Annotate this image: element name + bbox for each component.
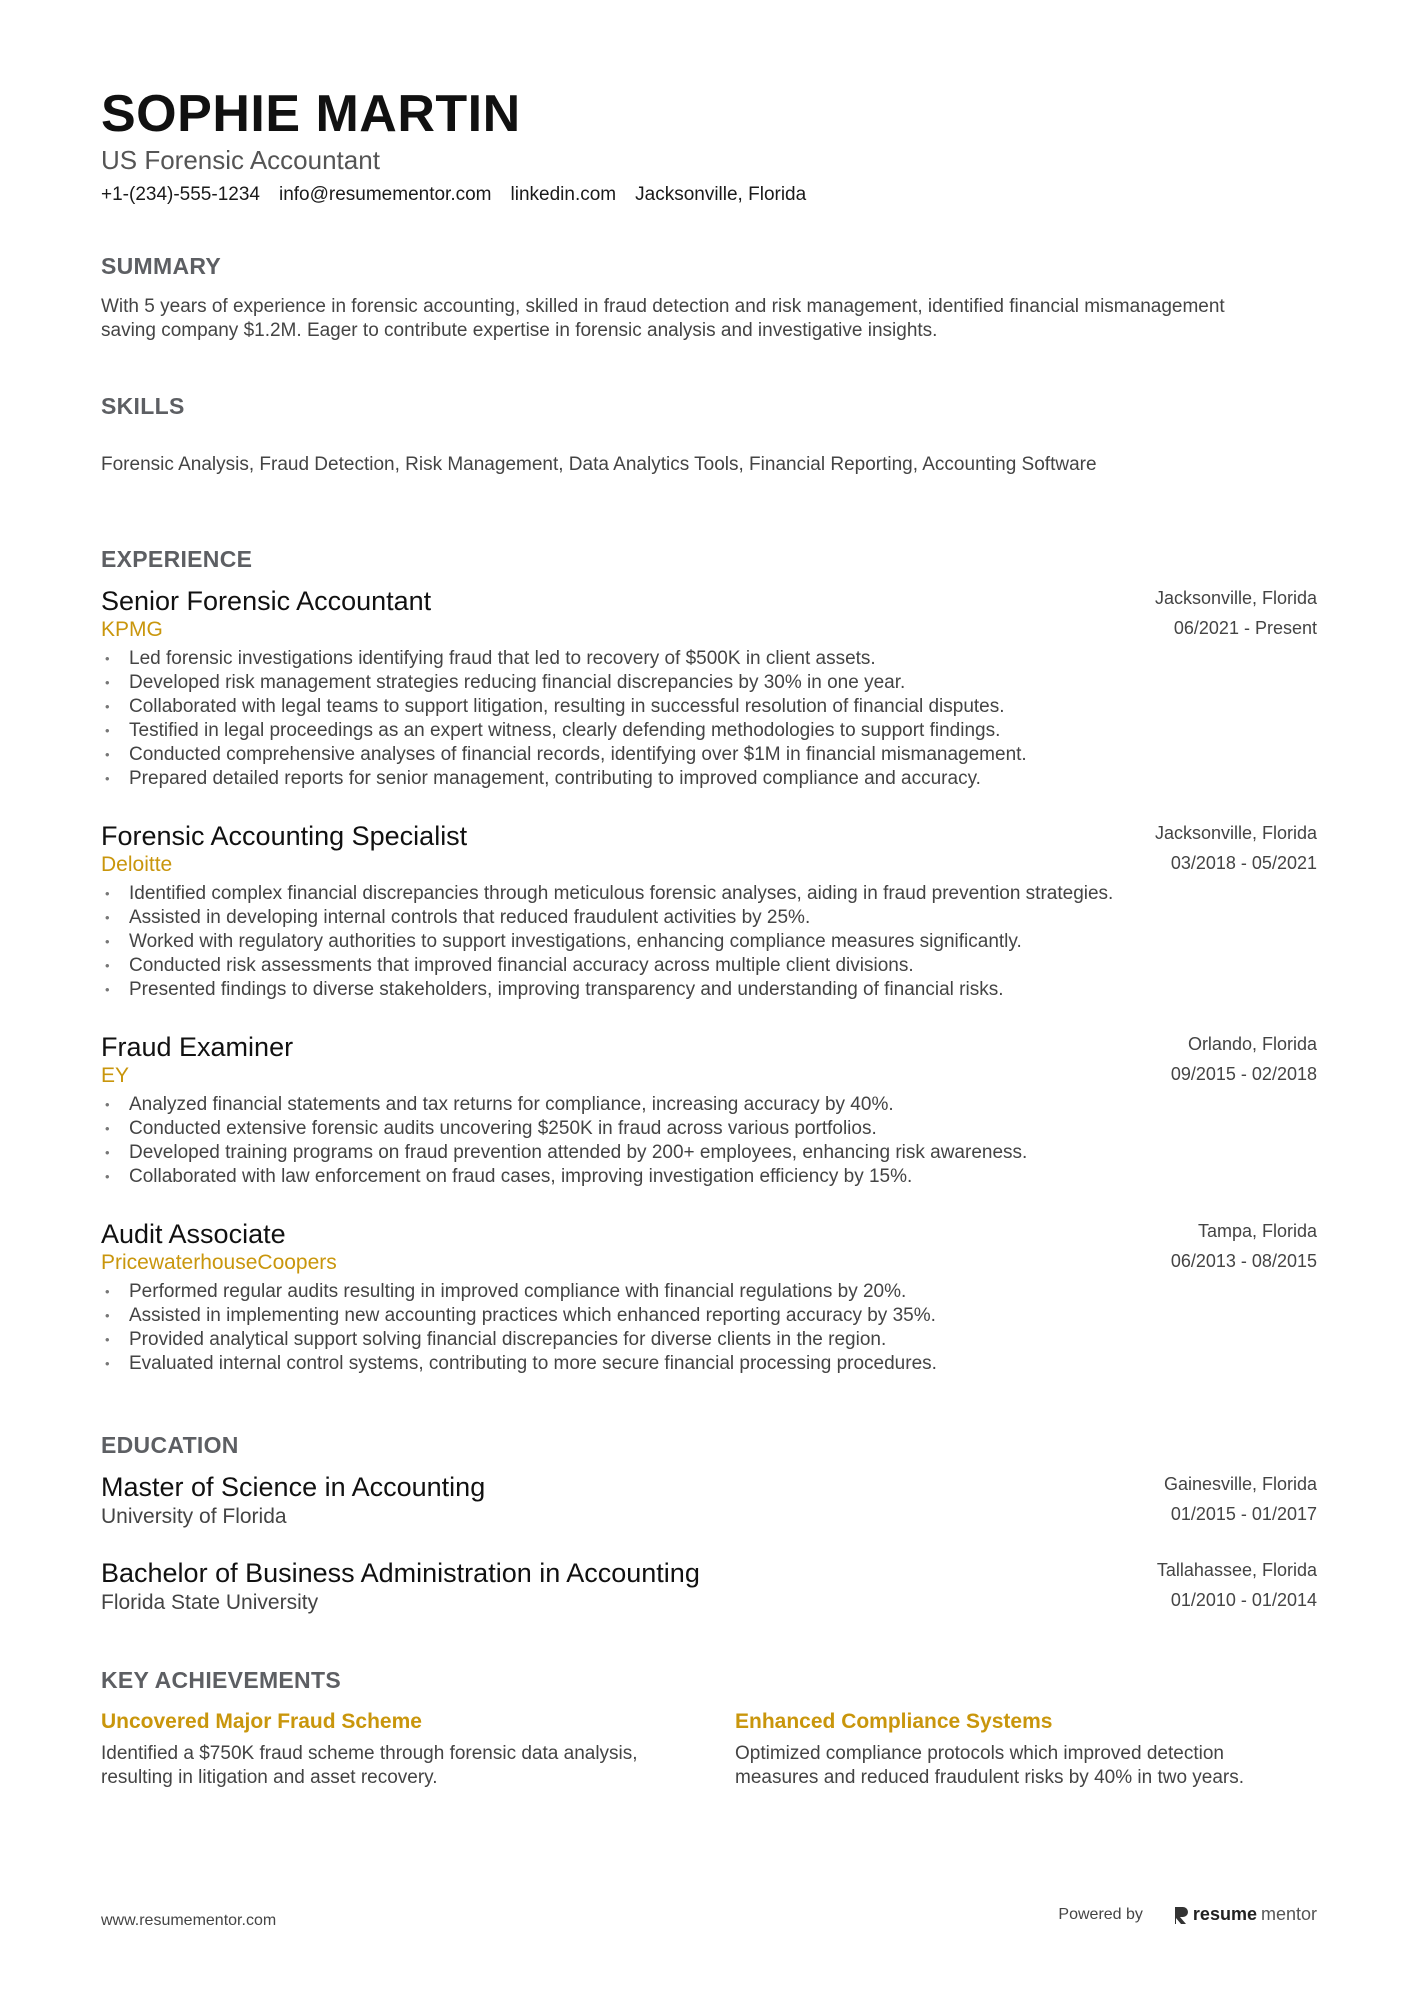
job-entry bbox=[101, 584, 1317, 791]
bullet-item: • Collaborated with legal teams to support litigation, resulting in successful resolution of financial disputes. bbox=[101, 695, 1317, 719]
skills-text: Forensic Analysis, Fraud Detection, Risk Management, Data Analytics Tools, Financial Reporting, Accounting Software bbox=[101, 454, 1097, 475]
achievement-desc: Identified a $750K fraud scheme through forensic data analysis, resulting in litigation and asset recovery. bbox=[101, 1743, 638, 1788]
brand-text-light: mentor bbox=[1260, 1904, 1317, 1924]
bullet-item: • Assisted in developing internal controls that reduced fraudulent activities by 25%. bbox=[101, 906, 1317, 930]
job-bullets bbox=[101, 1280, 1317, 1376]
edu-school: University of Florida bbox=[101, 1505, 287, 1528]
education-heading: EDUCATION bbox=[101, 1432, 239, 1458]
contact-line bbox=[101, 184, 806, 206]
job-entry bbox=[101, 1030, 1317, 1189]
achievement-title: Enhanced Compliance Systems bbox=[735, 1710, 1053, 1733]
achievement-title: Uncovered Major Fraud Scheme bbox=[101, 1710, 422, 1733]
job-location: Jacksonville, Florida bbox=[1154, 823, 1317, 843]
bullet-item: • Assisted in implementing new accounting practices which enhanced reporting accuracy by 35%. bbox=[101, 1304, 1317, 1328]
summary-text: With 5 years of experience in forensic accounting, skilled in fraud detection and risk management, identified financial mismanagement saving company $1.2M. Eager to contribute expertise in forensic analysis and investigative insights. bbox=[101, 296, 1225, 341]
job-location: Jacksonville, Florida bbox=[1154, 588, 1317, 608]
resumementor-logo[interactable] bbox=[1173, 1904, 1317, 1925]
experience-heading: EXPERIENCE bbox=[101, 546, 253, 572]
contact-linkedin: linkedin.com bbox=[510, 184, 617, 205]
bullet-item: • Developed risk management strategies reducing financial discrepancies by 30% in one year. bbox=[101, 671, 1317, 695]
job-dates: 06/2021 - Present bbox=[1173, 618, 1317, 638]
education-entry bbox=[101, 1556, 1317, 1616]
job-location: Orlando, Florida bbox=[1187, 1034, 1317, 1054]
powered-by-label: Powered by bbox=[1058, 1905, 1143, 1923]
bullet-item: • Worked with regulatory authorities to support investigations, enhancing compliance measures significantly. bbox=[101, 930, 1317, 954]
bullet-item: • Performed regular audits resulting in improved compliance with financial regulations by 20%. bbox=[101, 1280, 1317, 1304]
edu-school: Florida State University bbox=[101, 1591, 319, 1614]
bullet-item: • Provided analytical support solving financial discrepancies for diverse clients in the region. bbox=[101, 1328, 1317, 1352]
edu-dates: 01/2015 - 01/2017 bbox=[1170, 1504, 1317, 1524]
bullet-item: • Conducted risk assessments that improved financial accuracy across multiple client divisions. bbox=[101, 954, 1317, 978]
job-title: Audit Associate bbox=[101, 1219, 286, 1249]
bullet-item: • Conducted extensive forensic audits uncovering $250K in fraud across various portfolios. bbox=[101, 1117, 1317, 1141]
bullet-item: • Evaluated internal control systems, contributing to more secure financial processing procedures. bbox=[101, 1352, 1317, 1376]
edu-dates: 01/2010 - 01/2014 bbox=[1170, 1590, 1317, 1610]
job-company: EY bbox=[101, 1064, 130, 1087]
bullet-item: • Conducted comprehensive analyses of financial records, identifying over $1M in financial mismanagement. bbox=[101, 743, 1317, 767]
achievement-item bbox=[735, 1708, 1295, 1790]
bullet-item: • Identified complex financial discrepancies through meticulous forensic analyses, aiding in fraud prevention strategies. bbox=[101, 882, 1317, 906]
job-dates: 09/2015 - 02/2018 bbox=[1170, 1064, 1317, 1084]
achievement-desc: Optimized compliance protocols which improved detection measures and reduced fraudulent risks by 40% in two years. bbox=[735, 1743, 1245, 1788]
brand-text-bold: resume bbox=[1192, 1904, 1257, 1924]
job-title: Fraud Examiner bbox=[101, 1032, 294, 1062]
education-entry bbox=[101, 1470, 1317, 1530]
job-entry bbox=[101, 1217, 1317, 1376]
footer-website[interactable]: www.resumementor.com bbox=[101, 1912, 277, 1929]
job-title: Forensic Accounting Specialist bbox=[101, 821, 468, 851]
achievements-heading: KEY ACHIEVEMENTS bbox=[101, 1667, 341, 1693]
bullet-item: • Testified in legal proceedings as an expert witness, clearly defending methodologies to support findings. bbox=[101, 719, 1317, 743]
edu-degree: Bachelor of Business Administration in Accounting bbox=[101, 1558, 700, 1588]
edu-location: Tallahassee, Florida bbox=[1156, 1560, 1317, 1580]
edu-degree: Master of Science in Accounting bbox=[101, 1472, 486, 1502]
job-location: Tampa, Florida bbox=[1197, 1221, 1317, 1241]
candidate-name: SOPHIE MARTIN bbox=[101, 85, 521, 143]
bullet-item: • Presented findings to diverse stakeholders, improving transparency and understanding of financial risks. bbox=[101, 978, 1317, 1002]
contact-location: Jacksonville, Florida bbox=[635, 184, 807, 205]
job-dates: 03/2018 - 05/2021 bbox=[1170, 853, 1317, 873]
resumementor-logo-icon bbox=[1173, 1905, 1189, 1925]
summary-heading: SUMMARY bbox=[101, 253, 222, 279]
skills-heading: SKILLS bbox=[101, 393, 185, 419]
contact-email: info@resumementor.com bbox=[278, 184, 492, 205]
job-company: Deloitte bbox=[101, 853, 173, 876]
candidate-title: US Forensic Accountant bbox=[101, 145, 380, 175]
achievement-item bbox=[101, 1708, 661, 1790]
job-bullets bbox=[101, 1093, 1317, 1189]
job-bullets bbox=[101, 647, 1317, 791]
job-company: PricewaterhouseCoopers bbox=[101, 1251, 337, 1274]
job-title: Senior Forensic Accountant bbox=[101, 586, 432, 616]
footer-brand bbox=[1058, 1904, 1317, 1925]
job-dates: 06/2013 - 08/2015 bbox=[1170, 1251, 1317, 1271]
contact-phone: +1-(234)-555-1234 bbox=[101, 184, 260, 205]
job-company: KPMG bbox=[101, 618, 163, 641]
edu-location: Gainesville, Florida bbox=[1163, 1474, 1317, 1494]
job-entry bbox=[101, 819, 1317, 1002]
bullet-item: • Prepared detailed reports for senior management, contributing to improved compliance and accuracy. bbox=[101, 767, 1317, 791]
bullet-item: • Collaborated with law enforcement on fraud cases, improving investigation efficiency by 15%. bbox=[101, 1165, 1317, 1189]
job-bullets bbox=[101, 882, 1317, 1002]
bullet-item: • Led forensic investigations identifying fraud that led to recovery of $500K in client assets. bbox=[101, 647, 1317, 671]
bullet-item: • Analyzed financial statements and tax returns for compliance, increasing accuracy by 40%. bbox=[101, 1093, 1317, 1117]
bullet-item: • Developed training programs on fraud prevention attended by 200+ employees, enhancing risk awareness. bbox=[101, 1141, 1317, 1165]
